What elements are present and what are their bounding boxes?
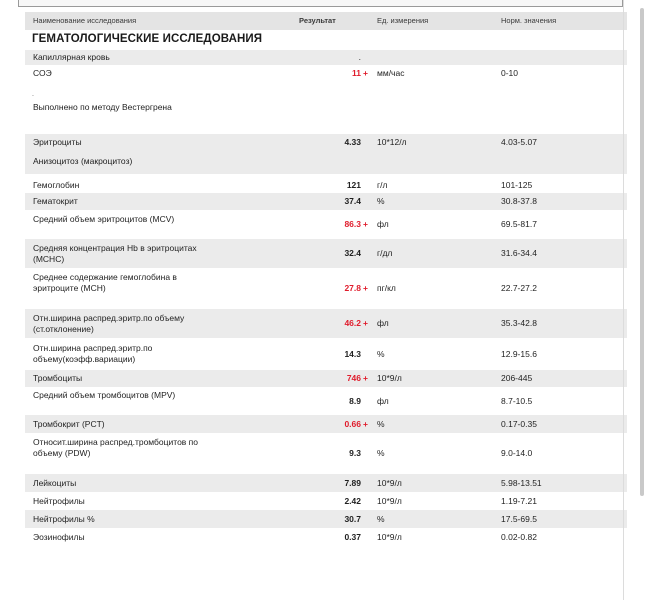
test-result: 8.9: [349, 396, 361, 406]
soe-norm: 0-10: [501, 68, 519, 78]
header-norm: Норм. значения: [501, 16, 557, 25]
test-unit: %: [377, 349, 385, 359]
test-unit: фл: [377, 318, 389, 328]
test-name: Тромбокрит (PCT): [33, 419, 105, 429]
table-row: [25, 309, 627, 338]
abnormal-flag: +: [363, 219, 368, 229]
soe-name: СОЭ: [33, 68, 52, 78]
test-result: 32.4: [344, 248, 361, 258]
header-unit: Ед. измерения: [377, 16, 429, 25]
table-row: [25, 474, 627, 492]
test-norm: 8.7-10.5: [501, 396, 533, 406]
table-row: [25, 387, 627, 415]
test-norm: 30.8-37.8: [501, 196, 537, 206]
anisocytosis-note: Анизоцитоз (макроцитоз): [33, 156, 133, 166]
test-result: 30.7: [344, 514, 361, 524]
soe-flag: +: [363, 68, 368, 78]
table-header: [25, 12, 627, 30]
abnormal-flag: +: [363, 318, 368, 328]
test-name: Гемоглобин: [33, 180, 80, 190]
test-name: Тромбоциты: [33, 373, 83, 383]
test-norm: 35.3-42.8: [501, 318, 537, 328]
table-row: [25, 338, 627, 370]
test-result: 0.37: [344, 532, 361, 542]
test-norm: 69.5-81.7: [501, 219, 537, 229]
anisocytosis-row: [25, 152, 627, 174]
table-row: [25, 193, 627, 210]
test-norm: 9.0-14.0: [501, 448, 533, 458]
test-result: 46.2: [344, 318, 361, 328]
header-result: Результат: [299, 16, 336, 25]
table-row: [25, 433, 627, 474]
test-result: 2.42: [344, 496, 361, 506]
test-name: Нейтрофилы %: [33, 514, 95, 524]
table-row: [25, 177, 627, 193]
erythrocytes-name: Эритроциты: [33, 137, 82, 147]
test-unit: 10*9/л: [377, 373, 402, 383]
table-row: [25, 492, 627, 510]
test-unit: %: [377, 514, 385, 524]
abnormal-flag: +: [363, 283, 368, 293]
page-edge: [623, 0, 624, 600]
test-unit: фл: [377, 219, 389, 229]
test-unit: %: [377, 448, 385, 458]
test-result: 27.8: [344, 283, 361, 293]
test-name: Отн.ширина распред.эритр.по объему(коэфф.вариации): [33, 343, 153, 364]
abnormal-flag: +: [363, 419, 368, 429]
method-note: Выполнено по методу Вестергрена: [33, 102, 172, 112]
test-norm: 22.7-27.2: [501, 283, 537, 293]
test-result: 86.3: [344, 219, 361, 229]
test-unit: г/л: [377, 180, 388, 190]
test-unit: %: [377, 419, 385, 429]
test-norm: 101-125: [501, 180, 533, 190]
test-result: 9.3: [349, 448, 361, 458]
test-name: Лейкоциты: [33, 478, 77, 488]
test-result: 121: [346, 180, 361, 190]
test-name: Гематокрит: [33, 196, 78, 206]
erythrocytes-norm: 4.03-5.07: [501, 137, 537, 147]
test-name: Отн.ширина распред.эритр.по объему (ст.отклонение): [33, 313, 185, 334]
test-unit: фл: [377, 396, 389, 406]
test-norm: 31.6-34.4: [501, 248, 537, 258]
test-unit: 10*9/л: [377, 496, 402, 506]
soe-unit: мм/час: [377, 68, 405, 78]
erythrocytes-unit: 10*12/л: [377, 137, 407, 147]
test-norm: 0.02-0.82: [501, 532, 537, 542]
test-norm: 12.9-15.6: [501, 349, 537, 359]
test-norm: 206-445: [501, 373, 533, 383]
method-note-row: [25, 101, 627, 116]
test-norm: 17.5-69.5: [501, 514, 537, 524]
section-title: ГЕМАТОЛОГИЧЕСКИЕ ИССЛЕДОВАНИЯ: [32, 33, 263, 45]
table-row-soe: [25, 66, 627, 81]
test-name: Среднее содержание гемоглобина в эритроците (MCH): [33, 272, 177, 293]
table-row: [25, 415, 627, 433]
test-norm: 5.98-13.51: [501, 478, 542, 488]
test-unit: г/дл: [377, 248, 393, 258]
test-norm: 1.19-7.21: [501, 496, 537, 506]
test-unit: 10*9/л: [377, 532, 402, 542]
lab-report-page: [18, 0, 626, 600]
test-name: Средний объем эритроцитов (MCV): [33, 214, 175, 224]
test-unit: пг/кл: [377, 283, 396, 293]
test-name: Средний объем тромбоцитов (MPV): [33, 390, 176, 400]
sample-dot: .: [358, 52, 361, 62]
table-row-erythrocytes: [25, 134, 627, 152]
test-result: 7.89: [344, 478, 361, 488]
table-row: [25, 510, 627, 528]
test-result: 0.66: [344, 419, 361, 429]
table-row: [25, 268, 627, 309]
test-unit: %: [377, 196, 385, 206]
soe-result: 11: [352, 68, 361, 78]
table-row: [25, 210, 627, 239]
test-result: 37.4: [344, 196, 361, 206]
test-norm: 0.17-0.35: [501, 419, 537, 429]
test-name: Эозинофилы: [33, 532, 85, 542]
test-result: 14.3: [344, 349, 361, 359]
test-name: Средняя концентрация Hb в эритроцитах (MCHC): [33, 243, 197, 264]
table-row: [25, 528, 627, 546]
method-dot: .: [32, 91, 34, 98]
test-result: 746: [346, 373, 361, 383]
test-name: Относит.ширина распред.тромбоцитов по объему (PDW): [33, 437, 198, 458]
sample-type: Капиллярная кровь: [33, 52, 110, 62]
table-row: [25, 239, 627, 268]
test-name: Нейтрофилы: [33, 496, 85, 506]
table-row: [25, 370, 627, 387]
test-unit: 10*9/л: [377, 478, 402, 488]
header-name: Наименование исследования: [33, 16, 137, 25]
scrollbar-thumb[interactable]: [640, 8, 644, 496]
erythrocytes-result: 4.33: [344, 137, 361, 147]
abnormal-flag: +: [363, 373, 368, 383]
sample-type-row: [25, 50, 627, 65]
previous-section-edge: [18, 0, 623, 7]
